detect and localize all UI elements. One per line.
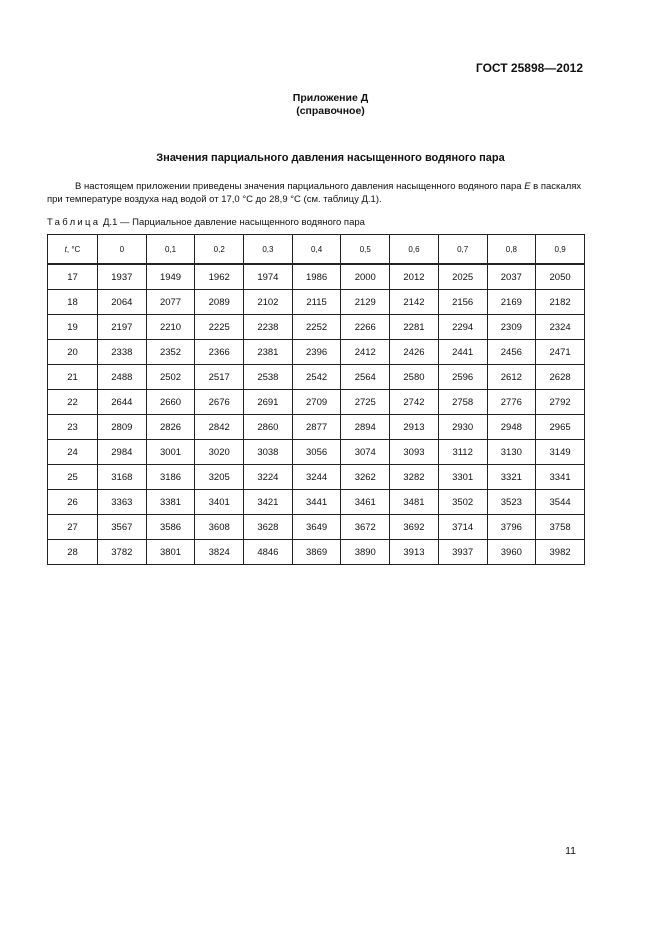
pressure-cell: 2037 <box>487 264 536 290</box>
column-header: 0,8 <box>487 235 536 265</box>
temperature-cell: 26 <box>48 490 98 515</box>
temperature-cell: 20 <box>48 340 98 365</box>
temperature-unit: , °С <box>66 244 81 254</box>
table-body <box>48 264 585 565</box>
pressure-cell: 2676 <box>195 390 244 415</box>
temperature-cell: 21 <box>48 365 98 390</box>
pressure-cell: 3168 <box>98 465 147 490</box>
pressure-cell: 2338 <box>98 340 147 365</box>
pressure-cell: 2984 <box>98 440 147 465</box>
table-caption <box>47 217 365 228</box>
pressure-cell: 2089 <box>195 290 244 315</box>
pressure-cell: 2725 <box>341 390 390 415</box>
pressure-cell: 2842 <box>195 415 244 440</box>
table-header-row <box>48 235 585 265</box>
pressure-cell: 3441 <box>292 490 341 515</box>
pressure-cell: 3461 <box>341 490 390 515</box>
pressure-cell: 2169 <box>487 290 536 315</box>
pressure-cell: 1949 <box>146 264 195 290</box>
table-row <box>48 440 585 465</box>
pressure-cell: 3282 <box>390 465 439 490</box>
pressure-cell: 2826 <box>146 415 195 440</box>
pressure-cell: 3758 <box>536 515 585 540</box>
pressure-cell: 2412 <box>341 340 390 365</box>
pressure-cell: 3869 <box>292 540 341 565</box>
table-row <box>48 540 585 565</box>
column-header: 0,6 <box>390 235 439 265</box>
pressure-cell: 2156 <box>438 290 487 315</box>
pressure-cell: 2142 <box>390 290 439 315</box>
pressure-cell: 3672 <box>341 515 390 540</box>
pressure-cell: 2709 <box>292 390 341 415</box>
pressure-cell: 2471 <box>536 340 585 365</box>
pressure-cell: 3796 <box>487 515 536 540</box>
pressure-cell: 3421 <box>244 490 293 515</box>
pressure-cell: 2776 <box>487 390 536 415</box>
pressure-cell: 2064 <box>98 290 147 315</box>
pressure-cell: 2742 <box>390 390 439 415</box>
pressure-cell: 2930 <box>438 415 487 440</box>
pressure-cell: 3020 <box>195 440 244 465</box>
intro-text-after: в паскалях при температуре воздуха над водой от 17,0 °С до 28,9 °С (см. таблицу Д.1). <box>47 181 582 205</box>
pressure-cell: 2025 <box>438 264 487 290</box>
pressure-cell: 3481 <box>390 490 439 515</box>
pressure-cell: 3502 <box>438 490 487 515</box>
table-caption-word: Таблица <box>47 217 101 228</box>
pressure-cell: 2000 <box>341 264 390 290</box>
pressure-cell: 2564 <box>341 365 390 390</box>
pressure-cell: 3074 <box>341 440 390 465</box>
pressure-cell: 1937 <box>98 264 147 290</box>
column-header: 0,5 <box>341 235 390 265</box>
pressure-cell: 2197 <box>98 315 147 340</box>
pressure-cell: 3960 <box>487 540 536 565</box>
pressure-cell: 4846 <box>244 540 293 565</box>
pressure-cell: 3301 <box>438 465 487 490</box>
pressure-cell: 2502 <box>146 365 195 390</box>
pressure-cell: 2324 <box>536 315 585 340</box>
table-row <box>48 264 585 290</box>
pressure-cell: 2115 <box>292 290 341 315</box>
pressure-cell: 3130 <box>487 440 536 465</box>
pressure-cell: 2381 <box>244 340 293 365</box>
pressure-cell: 2860 <box>244 415 293 440</box>
pressure-cell: 2612 <box>487 365 536 390</box>
table-caption-text: Д.1 — Парциальное давление насыщенного водяного пара <box>100 217 365 228</box>
pressure-cell: 1986 <box>292 264 341 290</box>
pressure-cell: 3244 <box>292 465 341 490</box>
pressure-cell: 3149 <box>536 440 585 465</box>
pressure-cell: 2210 <box>146 315 195 340</box>
pressure-cell: 3001 <box>146 440 195 465</box>
pressure-cell: 2894 <box>341 415 390 440</box>
pressure-cell: 2758 <box>438 390 487 415</box>
section-heading: Значения парциального давления насыщенного водяного пара <box>156 152 505 164</box>
column-header: 0,1 <box>146 235 195 265</box>
temperature-cell: 23 <box>48 415 98 440</box>
pressure-cell: 2294 <box>438 315 487 340</box>
pressure-cell: 1962 <box>195 264 244 290</box>
pressure-cell: 2948 <box>487 415 536 440</box>
temperature-cell: 18 <box>48 290 98 315</box>
pressure-cell: 2281 <box>390 315 439 340</box>
pressure-cell: 3782 <box>98 540 147 565</box>
pressure-cell: 3363 <box>98 490 147 515</box>
column-header: 0,7 <box>438 235 487 265</box>
pressure-cell: 2252 <box>292 315 341 340</box>
pressure-cell: 3982 <box>536 540 585 565</box>
annex-block <box>0 92 661 118</box>
pressure-cell: 2050 <box>536 264 585 290</box>
column-header: 0,4 <box>292 235 341 265</box>
temperature-cell: 28 <box>48 540 98 565</box>
table-row <box>48 515 585 540</box>
pressure-cell: 2580 <box>390 365 439 390</box>
pressure-cell: 3186 <box>146 465 195 490</box>
table-row <box>48 490 585 515</box>
pressure-cell: 3093 <box>390 440 439 465</box>
column-header: 0,9 <box>536 235 585 265</box>
table-row <box>48 315 585 340</box>
pressure-cell: 2266 <box>341 315 390 340</box>
pressure-cell: 2517 <box>195 365 244 390</box>
column-header: 0 <box>98 235 147 265</box>
pressure-cell: 3523 <box>487 490 536 515</box>
pressure-cell: 1974 <box>244 264 293 290</box>
pressure-cell: 3262 <box>341 465 390 490</box>
document-code: ГОСТ 25898—2012 <box>475 61 583 75</box>
temperature-cell: 22 <box>48 390 98 415</box>
pressure-cell: 2182 <box>536 290 585 315</box>
pressure-cell: 3038 <box>244 440 293 465</box>
pressure-cell: 3567 <box>98 515 147 540</box>
pressure-cell: 2456 <box>487 340 536 365</box>
pressure-cell: 2012 <box>390 264 439 290</box>
column-header: 0,2 <box>195 235 244 265</box>
pressure-cell: 3341 <box>536 465 585 490</box>
pressure-cell: 2877 <box>292 415 341 440</box>
pressure-cell: 3692 <box>390 515 439 540</box>
intro-text-before: В настоящем приложении приведены значения парциального давления насыщенного водяного пара <box>75 181 525 192</box>
pressure-cell: 2396 <box>292 340 341 365</box>
temperature-symbol: t <box>64 244 67 254</box>
pressure-cell: 3649 <box>292 515 341 540</box>
pressure-cell: 2225 <box>195 315 244 340</box>
pressure-cell: 3714 <box>438 515 487 540</box>
table-row <box>48 365 585 390</box>
pressure-cell: 2913 <box>390 415 439 440</box>
pressure-cell: 2809 <box>98 415 147 440</box>
pressure-cell: 2352 <box>146 340 195 365</box>
pressure-cell: 2366 <box>195 340 244 365</box>
pressure-cell: 2542 <box>292 365 341 390</box>
pressure-cell: 2309 <box>487 315 536 340</box>
pressure-cell: 3801 <box>146 540 195 565</box>
pressure-cell: 3056 <box>292 440 341 465</box>
pressure-cell: 3205 <box>195 465 244 490</box>
pressure-cell: 3224 <box>244 465 293 490</box>
pressure-cell: 3937 <box>438 540 487 565</box>
table-row <box>48 340 585 365</box>
pressure-cell: 3628 <box>244 515 293 540</box>
table-row <box>48 390 585 415</box>
annex-subtitle: (справочное) <box>296 105 365 117</box>
pressure-cell: 3381 <box>146 490 195 515</box>
intro-symbol: E <box>524 181 531 192</box>
pressure-cell: 3112 <box>438 440 487 465</box>
pressure-cell: 2628 <box>536 365 585 390</box>
corner-header-cell <box>48 235 98 265</box>
temperature-cell: 17 <box>48 264 98 290</box>
pressure-cell: 2644 <box>98 390 147 415</box>
annex-title: Приложение Д <box>292 92 369 104</box>
table-row <box>48 290 585 315</box>
pressure-cell: 2129 <box>341 290 390 315</box>
pressure-cell: 2441 <box>438 340 487 365</box>
pressure-cell: 3321 <box>487 465 536 490</box>
temperature-cell: 27 <box>48 515 98 540</box>
pressure-cell: 3913 <box>390 540 439 565</box>
pressure-table <box>47 234 585 565</box>
pressure-cell: 2102 <box>244 290 293 315</box>
pressure-cell: 2077 <box>146 290 195 315</box>
pressure-cell: 2792 <box>536 390 585 415</box>
pressure-cell: 2538 <box>244 365 293 390</box>
temperature-cell: 24 <box>48 440 98 465</box>
pressure-cell: 2596 <box>438 365 487 390</box>
intro-paragraph <box>47 180 587 206</box>
temperature-cell: 19 <box>48 315 98 340</box>
pressure-cell: 3608 <box>195 515 244 540</box>
pressure-cell: 2426 <box>390 340 439 365</box>
page-number: 11 <box>565 845 576 857</box>
pressure-cell: 2965 <box>536 415 585 440</box>
pressure-cell: 2660 <box>146 390 195 415</box>
table-row <box>48 465 585 490</box>
column-header: 0,3 <box>244 235 293 265</box>
pressure-cell: 3890 <box>341 540 390 565</box>
pressure-cell: 3544 <box>536 490 585 515</box>
pressure-cell: 2488 <box>98 365 147 390</box>
temperature-cell: 25 <box>48 465 98 490</box>
pressure-cell: 2691 <box>244 390 293 415</box>
table-row <box>48 415 585 440</box>
pressure-cell: 2238 <box>244 315 293 340</box>
pressure-cell: 3586 <box>146 515 195 540</box>
pressure-cell: 3824 <box>195 540 244 565</box>
pressure-cell: 3401 <box>195 490 244 515</box>
